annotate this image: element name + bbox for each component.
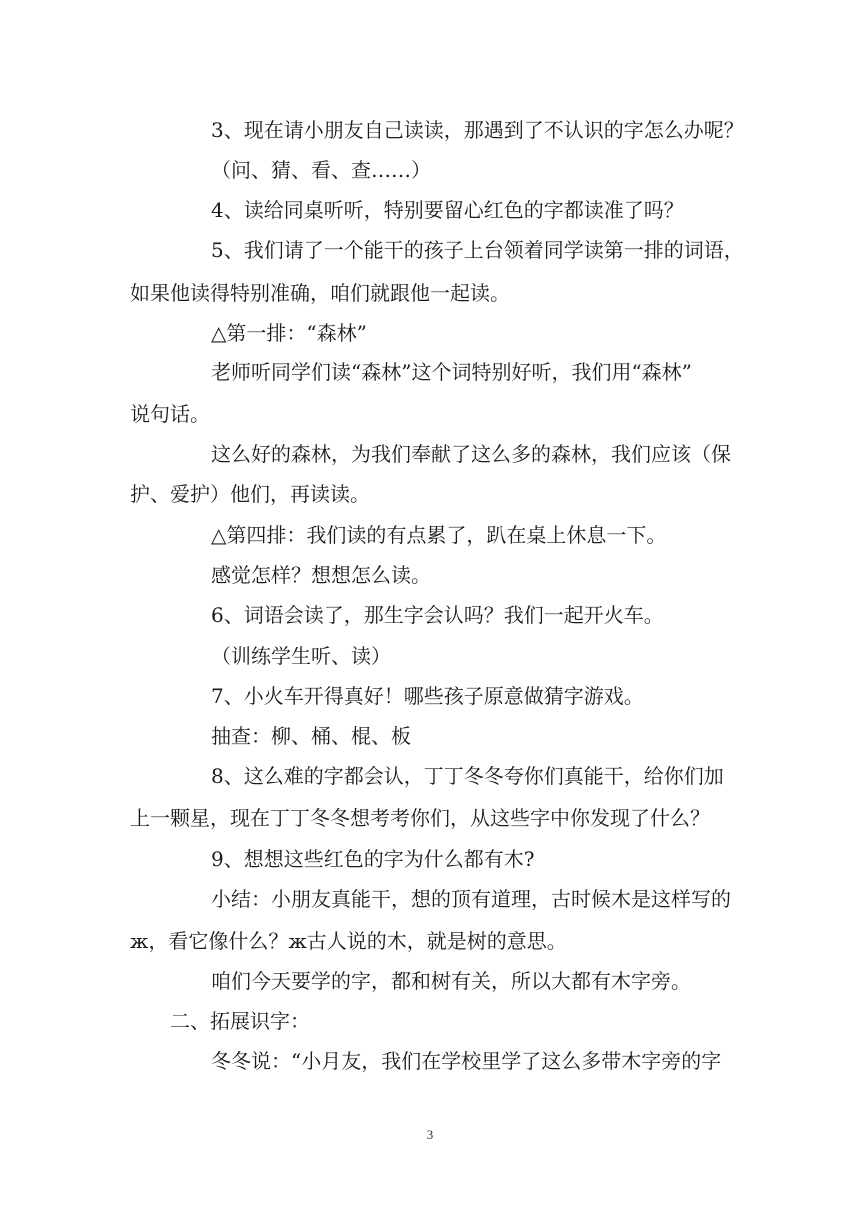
text-line: 7、小火车开得真好！哪些孩子原意做猜字游戏。 [211, 684, 644, 708]
text-line: △第一排：“森林” [211, 321, 367, 345]
text-line: 8、这么难的字都会认，丁丁冬冬夸你们真能干，给你们加 [211, 764, 724, 788]
text-line: （问、猜、看、查……） [211, 158, 431, 182]
text-line: 6、词语会读了，那生字会认吗？我们一起开火车。 [211, 603, 664, 627]
text-line: 冬冬说：“小月友，我们在学校里学了这么多带木字旁的字 [211, 1049, 722, 1073]
text-line: （训练学生听、读） [211, 644, 391, 668]
text-line: 这么好的森林，为我们奉献了这么多的森林，我们应该（保 [211, 442, 731, 466]
text-line: 感觉怎样？想想怎么读。 [211, 563, 431, 587]
text-line: 3、现在请小朋友自己读读，那遇到了不认识的字怎么办呢？ [211, 118, 744, 142]
page-number: 3 [426, 1127, 434, 1142]
text-line: 4、读给同桌听听，特别要留心红色的字都读准了吗？ [211, 198, 684, 222]
section-heading: 二、拓展识字： [170, 1009, 310, 1033]
text-line: 小结：小朋友真能干，想的顶有道理，古时候木是这样写的 [211, 887, 731, 911]
text-line: 如果他读得特别准确，咱们就跟他一起读。 [130, 281, 510, 305]
text-line: △第四排：我们读的有点累了，趴在桌上休息一下。 [211, 523, 667, 547]
text-line: 说句话。 [130, 402, 210, 426]
text-line: 咱们今天要学的字，都和树有关，所以大都有木字旁。 [211, 969, 691, 993]
text-line: 上一颗星，现在丁丁冬冬想考考你们，从这些字中你发现了什么？ [130, 806, 710, 830]
text-line: ж，看它像什么？ж古人说的木，就是树的意思。 [130, 929, 567, 953]
text-line: 9、想想这些红色的字为什么都有木? [211, 847, 535, 871]
text-line: 护、爱护）他们，再读读。 [130, 482, 370, 506]
text-line: 5、我们请了一个能干的孩子上台领着同学读第一排的词语， [211, 238, 744, 262]
text-line: 老师听同学们读“森林”这个词特别好听，我们用“森林” [211, 360, 692, 384]
text-line: 抽查：柳、桶、棍、板 [211, 724, 411, 748]
